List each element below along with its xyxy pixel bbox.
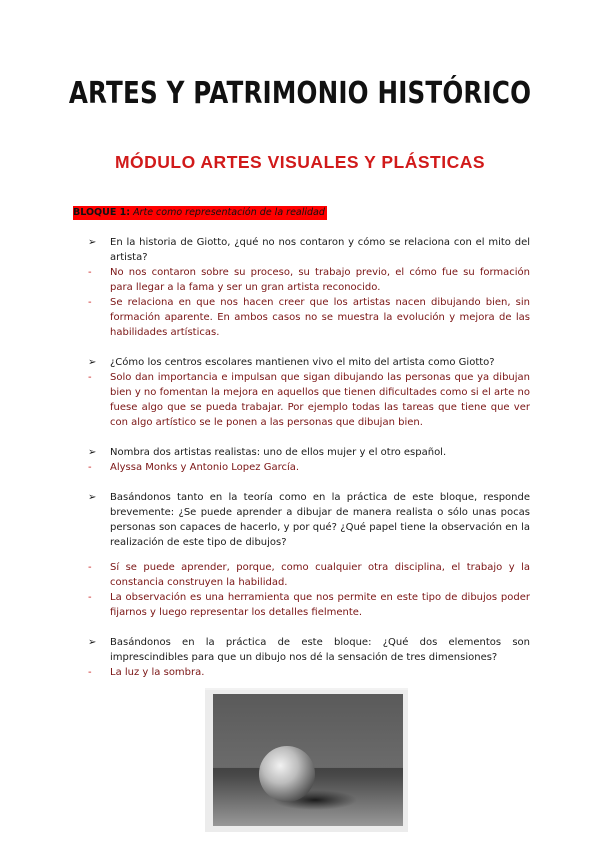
answer-item (88, 560, 530, 590)
arrow-bullet-icon: ➢ (88, 237, 97, 248)
question-item (88, 235, 530, 265)
answer-text: No nos contaron sobre su proceso, su trabajo previo, el cómo fue su formación para llegar a la fama y ser un gran artista reconocido. (110, 267, 530, 293)
question-text: En la historia de Giotto, ¿qué no nos contaron y cómo se relaciona con el mito del artista? (110, 237, 530, 263)
dash-bullet-icon: - (88, 372, 92, 383)
question-item (88, 635, 530, 665)
qa-content (88, 235, 530, 680)
arrow-bullet-icon: ➢ (88, 447, 97, 458)
bloque-heading (73, 206, 327, 220)
arrow-bullet-icon: ➢ (88, 492, 97, 503)
sphere-drawing-photo (205, 688, 408, 832)
answer-text: Se relaciona en que nos hacen creer que los artistas nacen dibujando bien, sin formación aparente. En ambos casos no se muestra la evolución y mejora de las habilidades artísticas. (110, 297, 530, 338)
dash-bullet-icon: - (88, 592, 92, 603)
question-text: Nombra dos artistas realistas: uno de ellos mujer y el otro español. (110, 447, 447, 458)
dash-bullet-icon: - (88, 462, 92, 473)
answer-text: Alyssa Monks y Antonio Lopez García. (110, 462, 300, 473)
answer-text: La luz y la sombra. (110, 667, 205, 678)
answer-text: Solo dan importancia e impulsan que sigan dibujando las personas que ya dibujan bien y no fomentan la mejora en aquellos que tienen dificultades como si el arte no fuese algo que se pueda trabajar. Por ejemplo todas las tareas que tiene que ver con algo artístico se le ponen a las personas que dibujan bien. (110, 372, 530, 428)
bloque-name: Arte como representación de la realidad (133, 207, 325, 218)
answer-item (88, 295, 530, 340)
arrow-bullet-icon: ➢ (88, 637, 97, 648)
answer-item (88, 265, 530, 295)
question-text: Basándonos en la práctica de este bloque: ¿Qué dos elementos son imprescindibles para que un dibujo nos dé la sensación de tres dimensiones? (110, 637, 530, 663)
answer-item (88, 665, 530, 680)
question-item (88, 355, 530, 370)
question-text: Basándonos tanto en la teoría como en la práctica de este bloque, responde brevemente: ¿Se puede aprender a dibujar de manera realista o sólo unas pocas personas son capaces de hacerlo, y por qué? ¿Qué papel tiene la observación en la realización de este tipo de dibujos? (110, 492, 530, 548)
dash-bullet-icon: - (88, 562, 92, 573)
module-subtitle: MÓDULO ARTES VISUALES Y PLÁSTICAS (114, 152, 486, 172)
answer-item (88, 460, 530, 475)
document-title: ARTES Y PATRIMONIO HISTÓRICO (68, 76, 532, 111)
dash-bullet-icon: - (88, 297, 92, 308)
sphere-drawing-image (205, 690, 408, 830)
question-item (88, 445, 530, 460)
answer-item (88, 590, 530, 620)
question-item (88, 490, 530, 550)
bloque-label: BLOQUE 1: (73, 207, 131, 218)
dash-bullet-icon: - (88, 667, 92, 678)
arrow-bullet-icon: ➢ (88, 357, 97, 368)
answer-item (88, 370, 530, 430)
dash-bullet-icon: - (88, 267, 92, 278)
answer-text: Sí se puede aprender, porque, como cualquier otra disciplina, el trabajo y la constancia construyen la habilidad. (110, 562, 530, 588)
question-text: ¿Cómo los centros escolares mantienen vivo el mito del artista como Giotto? (110, 357, 495, 368)
answer-text: La observación es una herramienta que nos permite en este tipo de dibujos poder fijarnos y luego representar los detalles fielmente. (110, 592, 530, 618)
